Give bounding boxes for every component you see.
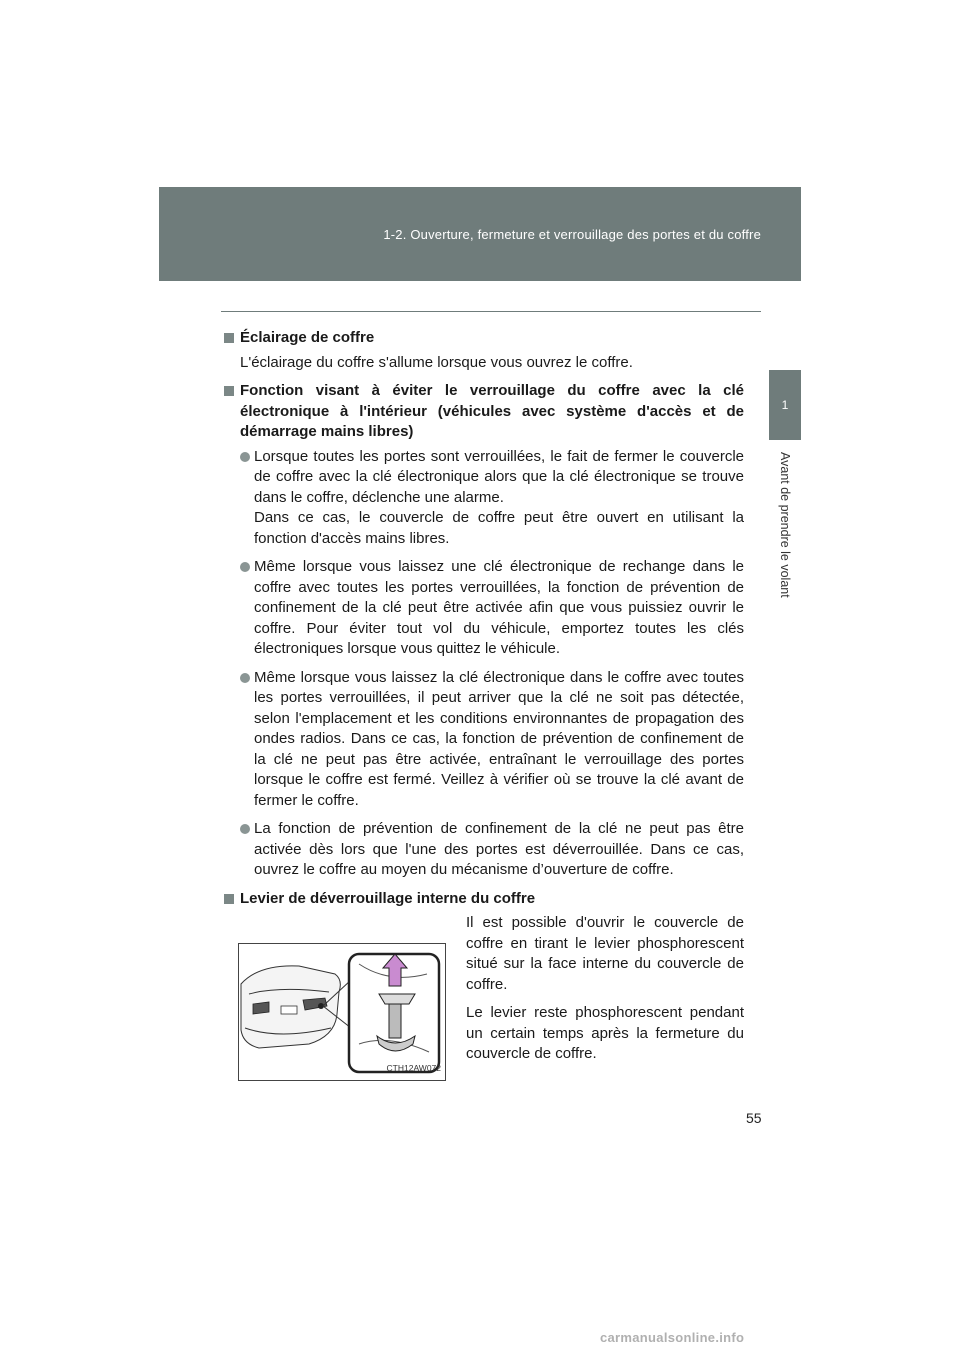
lever-description <box>466 913 744 1073</box>
top-divider <box>221 311 761 312</box>
bullet-text: Même lorsque vous laissez une clé électronique de rechange dans le coffre avec toutes les portes verrouillées, la fonction de prévention de confinement de la clé peut être activée afin que vous puissiez ouvrir le coffre. Pour éviter tout vol du véhicule, emportez toutes les clés électroniques lorsque vous quittez le véhicule. <box>254 558 744 657</box>
heading-key-lockout: Fonction visant à éviter le verrouillage du coffre avec la clé électronique à l'intérieur (véhicules avec système d'accès et de démarrage mains libres) <box>224 381 744 443</box>
watermark: carmanualsonline.info <box>600 1330 745 1345</box>
bullet-text: Dans ce cas, le couvercle de coffre peut être ouvert en utilisant la fonction d'accès mains libres. <box>254 509 744 547</box>
bullet-item <box>224 668 744 812</box>
header-band <box>159 187 801 281</box>
circle-bullet-icon <box>240 824 250 834</box>
bullet-item <box>224 447 744 550</box>
heading-release-lever: Levier de déverrouillage interne du coffre <box>224 889 744 910</box>
chapter-number: 1 <box>781 398 789 412</box>
lever-text: Le levier reste phosphorescent pendant un certain temps après la fermeture du couvercle de coffre. <box>466 1004 744 1062</box>
page-content <box>224 328 744 1073</box>
section-title: 1-2. Ouverture, fermeture et verrouillage des portes et du coffre <box>383 227 761 242</box>
square-bullet-icon <box>224 386 234 396</box>
lever-section <box>224 913 744 1073</box>
square-bullet-icon <box>224 333 234 343</box>
chapter-label: Avant de prendre le volant <box>778 452 792 598</box>
bullet-text: Lorsque toutes les portes sont verrouillées, le fait de fermer le couvercle de coffre avec la clé électronique alors que la clé électronique se trouve dans le coffre, déclenche une alarme. <box>254 447 744 506</box>
bullet-item <box>224 557 744 660</box>
lever-text: Il est possible d'ouvrir le couvercle de coffre en tirant le levier phosphorescent situé sur la face interne du couvercle de coffre. <box>466 914 744 993</box>
bullet-text: La fonction de prévention de confinement de la clé ne peut pas être activée dès lors que l'une des portes est déverrouillée. Dans ce cas, ouvrez le coffre au moyen du mécanisme d’ouverture de coffre. <box>254 820 744 878</box>
circle-bullet-icon <box>240 673 250 683</box>
circle-bullet-icon <box>240 562 250 572</box>
trunk-lever-illustration <box>238 943 446 1081</box>
page-number: 55 <box>746 1110 762 1126</box>
square-bullet-icon <box>224 894 234 904</box>
chapter-tab <box>769 370 801 440</box>
paragraph-trunk-light: L'éclairage du coffre s'allume lorsque vous ouvrez le coffre. <box>240 353 633 371</box>
circle-bullet-icon <box>240 452 250 462</box>
bullet-text: Même lorsque vous laissez la clé électronique dans le coffre avec toutes les portes verrouillées, il peut arriver que la clé ne soit pas détectée, selon l'emplacement et les conditions environnantes de propagation des ondes radios. Dans ce cas, la fonction de prévention de confinement de la clé ne peut pas être activée, entraînant le verrouillage des portes lorsque le coffre est fermé. Veillez à vérifier où se trouve la clé avant de fermer le coffre. <box>254 668 744 809</box>
figure-code: CTH12AW072 <box>386 1062 441 1073</box>
heading-trunk-light: Éclairage de coffre <box>224 328 744 349</box>
bullet-item <box>224 819 744 881</box>
